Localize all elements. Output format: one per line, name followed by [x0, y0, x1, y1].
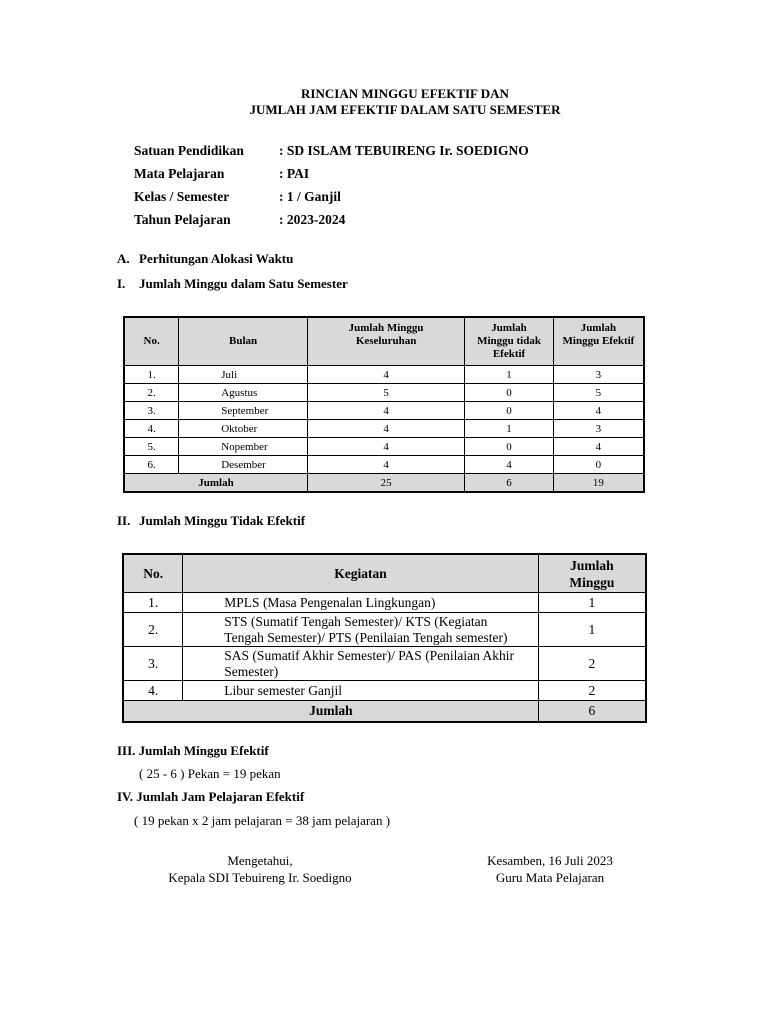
cell-keseluruhan: 4: [307, 420, 464, 438]
section-4-heading: IV. Jumlah Jam Pelajaran Efektif: [117, 789, 305, 804]
cell-kegiatan: SAS (Sumatif Akhir Semester)/ PAS (Penilaian Akhir Semester): [183, 647, 539, 681]
cell-kegiatan: Libur semester Ganjil: [183, 681, 539, 701]
info-value-mata-pelajaran: : PAI: [279, 166, 310, 181]
cell-no: 1.: [124, 366, 179, 384]
table-header-row: [124, 317, 644, 366]
cell-keseluruhan: 4: [307, 402, 464, 420]
cell-bulan: September: [179, 402, 308, 420]
table-row: [124, 402, 644, 420]
signature-right-line-1: Kesamben, 16 Juli 2023: [487, 853, 613, 868]
header-bulan: Bulan: [179, 317, 308, 366]
signature-left-line-1: Mengetahui,: [227, 853, 293, 868]
table-row: [124, 366, 644, 384]
cell-tidak-efektif: 0: [465, 384, 554, 402]
section-4-formula: ( 19 pekan x 2 jam pelajaran = 38 jam pelajaran ): [134, 813, 391, 828]
header-kegiatan: Kegiatan: [183, 554, 539, 593]
table-row: [124, 456, 644, 474]
cell-kegiatan: STS (Sumatif Tengah Semester)/ KTS (Kegiatan Tengah Semester)/ PTS (Penilaian Tengah semester): [183, 613, 539, 647]
section-3-heading: III. Jumlah Minggu Efektif: [117, 743, 269, 758]
cell-jumlah: 1: [538, 593, 646, 613]
cell-tidak-efektif: 0: [465, 438, 554, 456]
cell-efektif: 3: [553, 420, 644, 438]
info-label-mata-pelajaran: Mata Pelajaran: [134, 166, 225, 181]
total-label: Jumlah: [123, 701, 538, 723]
header-jumlah-minggu-keseluruhan: Jumlah Minggu Keseluruhan: [307, 317, 464, 366]
cell-no: 2.: [123, 613, 183, 647]
cell-tidak-efektif: 1: [465, 366, 554, 384]
info-label-tahun-pelajaran: Tahun Pelajaran: [134, 212, 231, 227]
weeks-per-month-table: [123, 316, 645, 493]
table-row: [124, 384, 644, 402]
cell-keseluruhan: 5: [307, 384, 464, 402]
section-1-marker: I.: [117, 276, 126, 291]
cell-bulan: Nopember: [179, 438, 308, 456]
cell-tidak-efektif: 0: [465, 402, 554, 420]
cell-efektif: 5: [553, 384, 644, 402]
total-label: Jumlah: [124, 474, 307, 493]
cell-no: 2.: [124, 384, 179, 402]
table-header-row: [123, 554, 646, 593]
total-efektif: 19: [553, 474, 644, 493]
document-title-line-2: JUMLAH JAM EFEKTIF DALAM SATU SEMESTER: [249, 102, 561, 117]
cell-tidak-efektif: 4: [465, 456, 554, 474]
cell-keseluruhan: 4: [307, 366, 464, 384]
total-keseluruhan: 25: [307, 474, 464, 493]
header-jumlah-minggu: Jumlah Minggu: [538, 554, 646, 593]
info-label-kelas-semester: Kelas / Semester: [134, 189, 230, 204]
signature-left-line-2: Kepala SDI Tebuireng Ir. Soedigno: [168, 870, 352, 885]
header-no: No.: [123, 554, 183, 593]
section-3-formula: ( 25 - 6 ) Pekan = 19 pekan: [139, 766, 281, 781]
cell-no: 5.: [124, 438, 179, 456]
info-value-satuan-pendidikan: : SD ISLAM TEBUIRENG Ir. SOEDIGNO: [279, 143, 529, 158]
cell-keseluruhan: 4: [307, 438, 464, 456]
signature-right-line-2: Guru Mata Pelajaran: [495, 870, 605, 885]
cell-efektif: 0: [553, 456, 644, 474]
section-2-heading: Jumlah Minggu Tidak Efektif: [139, 513, 306, 528]
cell-no: 3.: [123, 647, 183, 681]
cell-bulan: Juli: [179, 366, 308, 384]
info-label-satuan-pendidikan: Satuan Pendidikan: [134, 143, 244, 158]
non-effective-weeks-table: [122, 553, 647, 723]
section-2-marker: II.: [117, 513, 131, 528]
table-row: [124, 438, 644, 456]
header-jumlah-minggu-efektif: Jumlah Minggu Efektif: [553, 317, 644, 366]
cell-no: 4.: [124, 420, 179, 438]
table-row: [123, 681, 646, 701]
total-tidak-efektif: 6: [465, 474, 554, 493]
cell-jumlah: 1: [538, 613, 646, 647]
header-no: No.: [124, 317, 179, 366]
cell-bulan: Oktober: [179, 420, 308, 438]
table-total-row: [124, 474, 644, 493]
cell-no: 1.: [123, 593, 183, 613]
cell-bulan: Agustus: [179, 384, 308, 402]
table-row: [123, 647, 646, 681]
table-row: [123, 593, 646, 613]
cell-bulan: Desember: [179, 456, 308, 474]
info-value-kelas-semester: : 1 / Ganjil: [279, 189, 341, 204]
section-a-marker: A.: [117, 251, 130, 266]
cell-kegiatan: MPLS (Masa Pengenalan Lingkungan): [183, 593, 539, 613]
signature-left: [140, 852, 380, 886]
cell-keseluruhan: 4: [307, 456, 464, 474]
total-value: 6: [538, 701, 646, 723]
table-total-row: [123, 701, 646, 723]
cell-efektif: 3: [553, 366, 644, 384]
cell-jumlah: 2: [538, 647, 646, 681]
section-1-heading: Jumlah Minggu dalam Satu Semester: [139, 276, 348, 291]
cell-efektif: 4: [553, 438, 644, 456]
info-value-tahun-pelajaran: : 2023-2024: [279, 212, 346, 227]
cell-no: 4.: [123, 681, 183, 701]
cell-efektif: 4: [553, 402, 644, 420]
table-row: [124, 420, 644, 438]
cell-tidak-efektif: 1: [465, 420, 554, 438]
cell-jumlah: 2: [538, 681, 646, 701]
cell-no: 6.: [124, 456, 179, 474]
header-jumlah-minggu-tidak-efektif: Jumlah Minggu tidak Efektif: [465, 317, 554, 366]
document-title-line-1: RINCIAN MINGGU EFEKTIF DAN: [301, 86, 509, 101]
section-a-heading: Perhitungan Alokasi Waktu: [139, 251, 294, 266]
table-row: [123, 613, 646, 647]
signature-right: [460, 852, 640, 886]
cell-no: 3.: [124, 402, 179, 420]
